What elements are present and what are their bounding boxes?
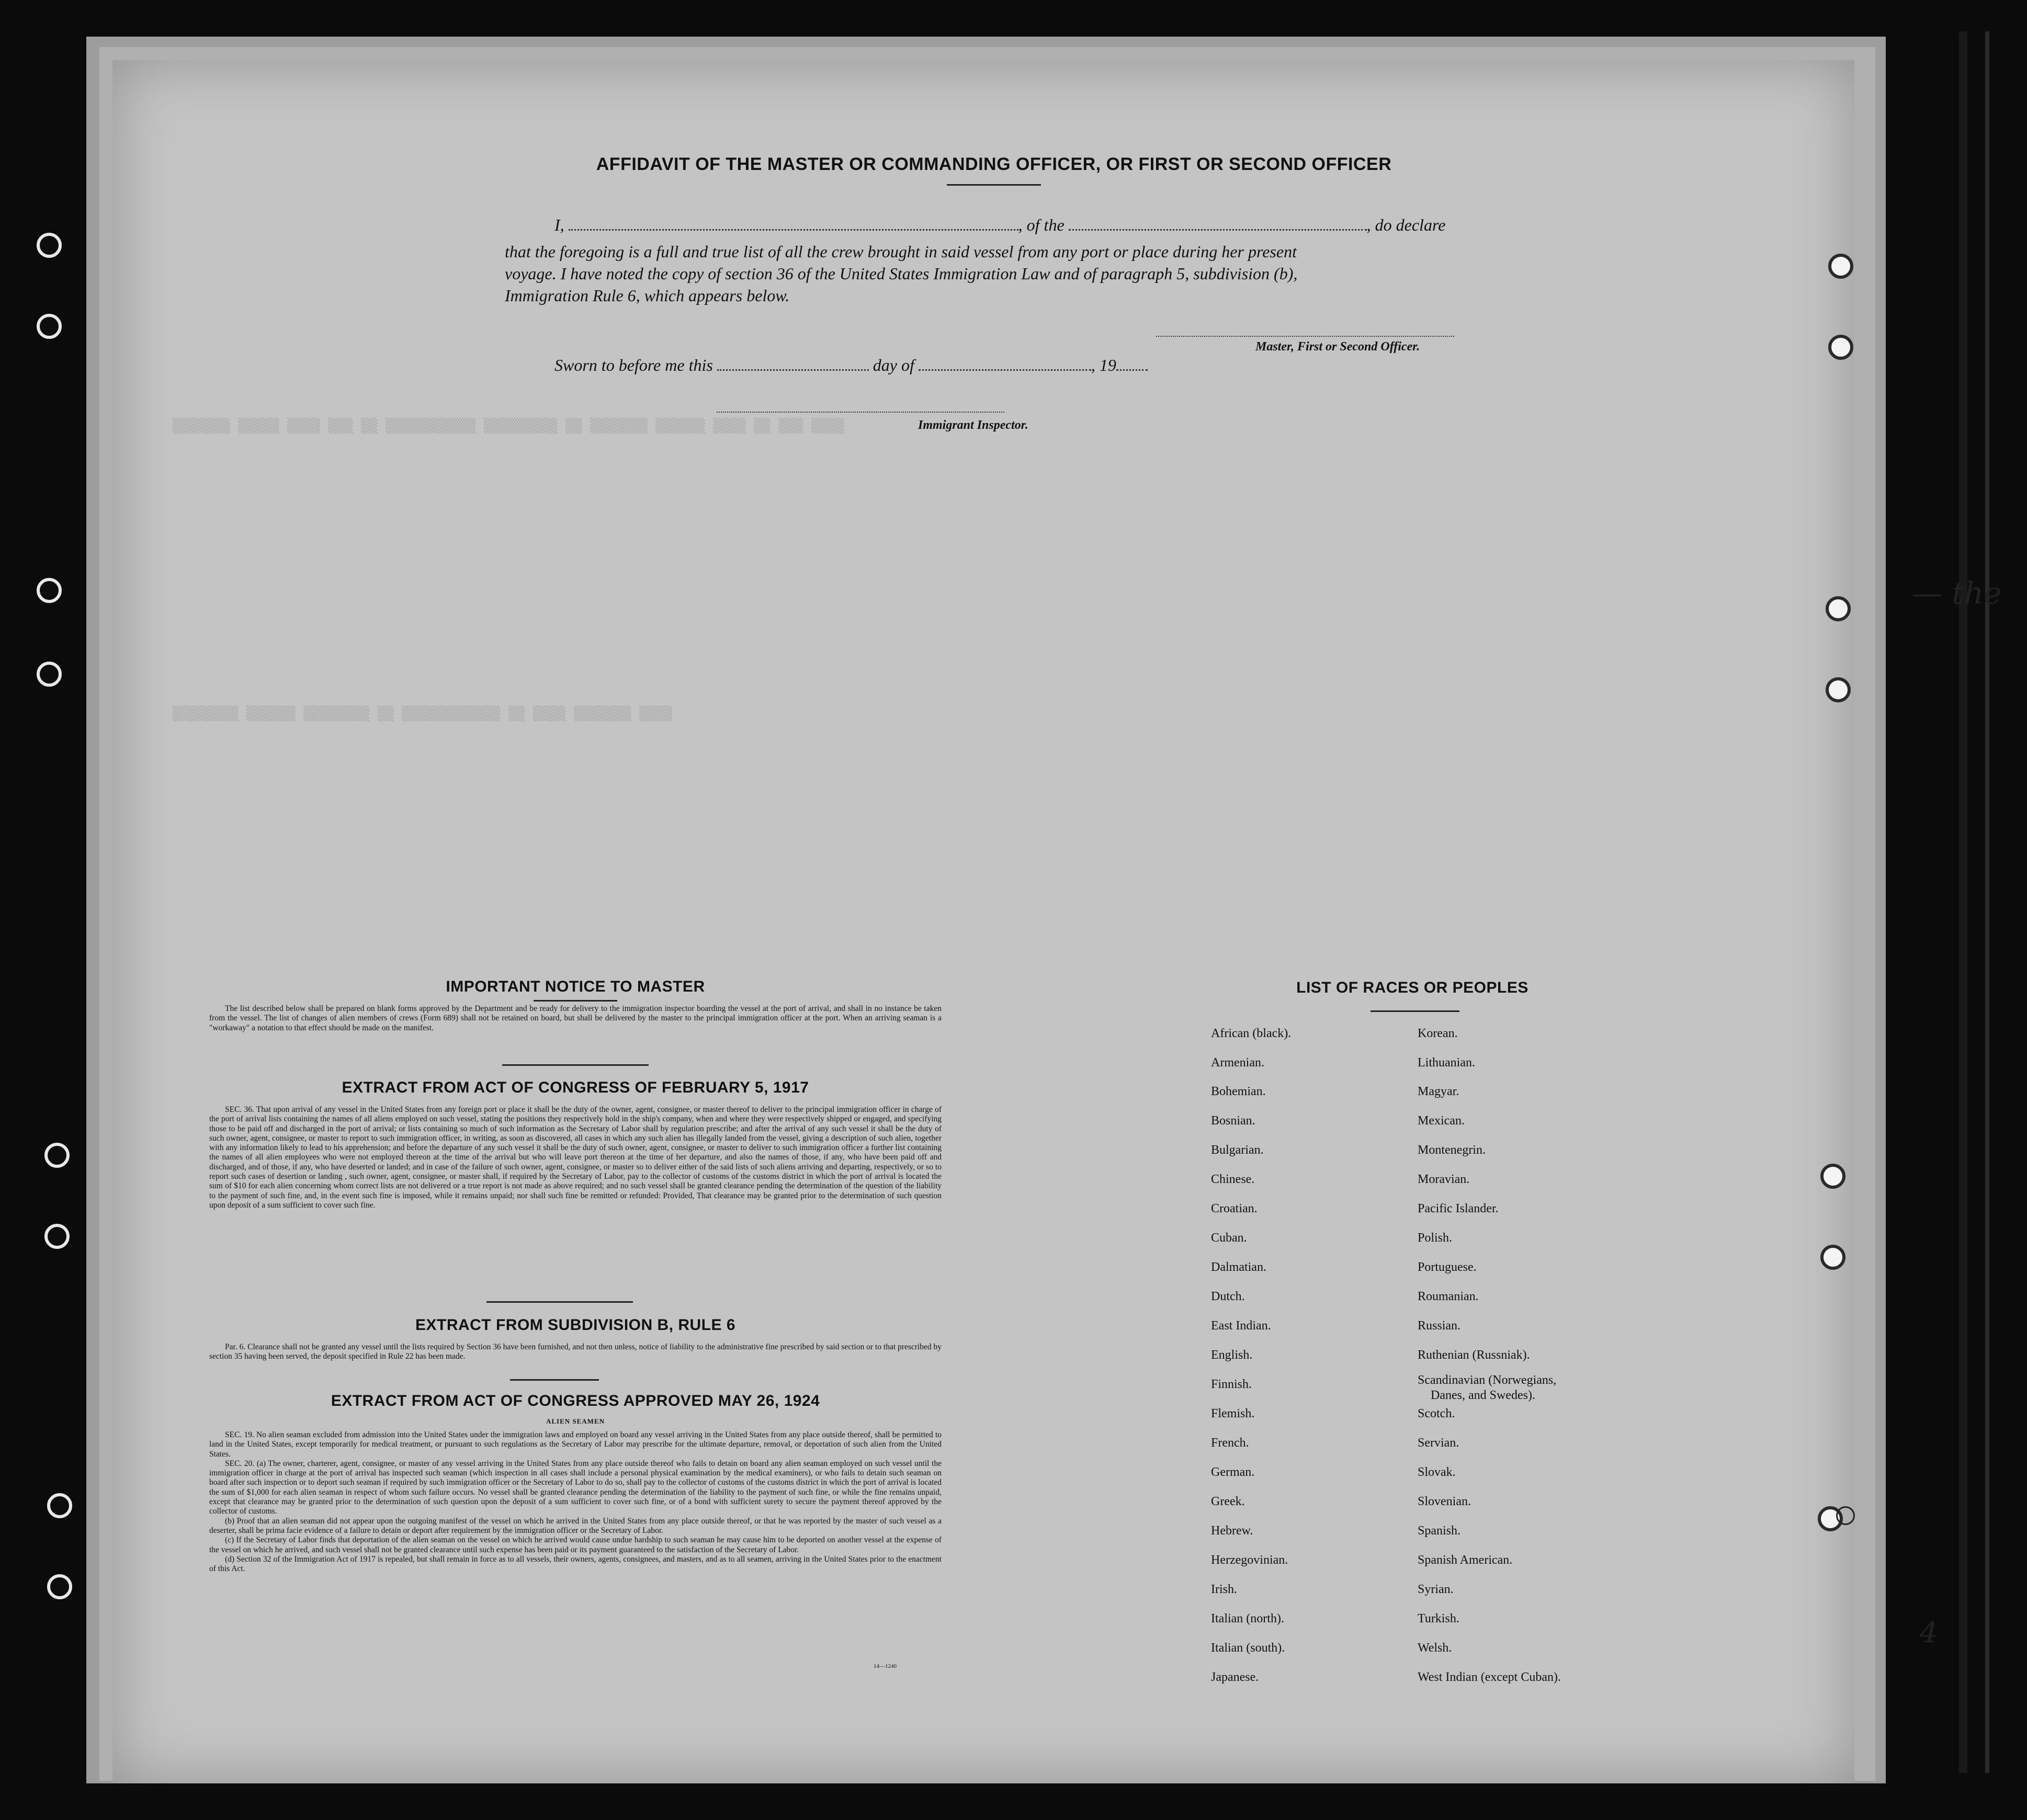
- race-item: Portuguese.: [1418, 1260, 1477, 1274]
- race-item: Greek.: [1211, 1495, 1245, 1508]
- races-rule: [1371, 1010, 1459, 1012]
- inspector-signature-line[interactable]: [717, 411, 1004, 413]
- race-item: Spanish American.: [1418, 1553, 1513, 1567]
- race-item: Slovak.: [1418, 1465, 1456, 1479]
- name-blank[interactable]: [569, 227, 1018, 231]
- punch-hole: [1828, 335, 1853, 360]
- affidavit-of: , of the: [1018, 215, 1065, 234]
- race-item: Bulgarian.: [1211, 1143, 1264, 1157]
- race-item: Italian (north).: [1211, 1612, 1284, 1625]
- rule-6-heading: EXTRACT FROM SUBDIVISION B, RULE 6: [415, 1316, 736, 1334]
- punch-hole: [44, 1143, 70, 1168]
- race-item: Croatian.: [1211, 1202, 1258, 1215]
- punch-hole: [1820, 1245, 1845, 1270]
- race-item: Irish.: [1211, 1583, 1237, 1596]
- race-item: Mexican.: [1418, 1114, 1465, 1128]
- race-item: Bosnian.: [1211, 1114, 1255, 1128]
- race-item: Scandinavian (Norwegians,: [1418, 1373, 1557, 1387]
- punch-hole: [47, 1493, 72, 1518]
- punch-hole: [1826, 677, 1851, 702]
- master-signature-line[interactable]: [1156, 335, 1454, 337]
- divider: [502, 1064, 649, 1066]
- race-item: Magyar.: [1418, 1085, 1459, 1098]
- section-20a-paragraph: SEC. 20. (a) The owner, charterer, agent, consignee, or master of any vessel arriving in the United States from any place outside thereof who fails to detain on board any alien seaman employed on such vessel until the immigration officer in charge at the port of arrival has inspected such seaman (which inspection in all cases shall include a personal physical examination by the medical examiners), or who fails to detain such seaman on board after such inspection or to deport such seaman if required by such immigration officer or the Secretary of Labor to do so, shall pay to the collector of customs of the customs district in which the port of arrival is located the sum of $1,000 for each alien seaman in respect of whom such failure occurs. No vessel shall be granted clearance pending the determination of the liability to the payment of such fine, or while the fine remains unpaid, except that clearance may be granted prior to the determination of such question upon the deposit of a sum sufficient to cover such fine, or of a bond with sufficient surety to secure the payment thereof approved by the collector of customs.: [209, 1459, 942, 1516]
- race-item: Montenegrin.: [1418, 1143, 1486, 1157]
- vessel-blank[interactable]: [1069, 227, 1367, 231]
- section-19-paragraph: SEC. 19. No alien seaman excluded from admission into the United States under the immigration laws and employed on board any vessel arriving in the United States from any place outside thereof, shall be permitted to land in the United States, except temporarily for medical treatment, or pursuant to such regulations as the Secretary of Labor may prescribe for the ultimate departure, removal, or deportation of such alien from the United States.: [209, 1430, 942, 1459]
- binding-edge-2: [1985, 31, 1989, 1773]
- section-20d-paragraph: (d) Section 32 of the Immigration Act of 1917 is repealed, but shall remain in force as to all vessels, their owners, agents, consignees, and masters, and as to all seamen, arriving in the United States prior to the enactment of this Act.: [209, 1554, 942, 1574]
- extract-1924-text: [209, 1430, 942, 1574]
- race-item: Servian.: [1418, 1436, 1459, 1450]
- race-item: East Indian.: [1211, 1319, 1271, 1333]
- race-item: Ruthenian (Russniak).: [1418, 1348, 1530, 1362]
- affidavit-line-2: that the foregoing is a full and true list of all the crew brought in said vessel from any port or place during her present: [505, 242, 1297, 261]
- punch-hole: [37, 662, 62, 687]
- bleed-through: ▒▒▒▒▒▒▒ ▒▒▒▒▒ ▒▒▒▒ ▒▒▒ ▒▒ ▒▒▒▒▒▒▒▒▒▒▒ ▒▒▒▒▒▒▒▒▒ ▒▒ ▒▒▒▒▒▒▒ ▒▒▒▒▒▒ ▒▒▒▒ ▒▒ ▒▒▒ ▒▒▒▒: [173, 418, 844, 434]
- race-item: Welsh.: [1418, 1641, 1452, 1655]
- notice-text: [209, 1004, 942, 1033]
- race-item: West Indian (except Cuban).: [1418, 1670, 1561, 1684]
- form-number: 14—1240: [874, 1663, 897, 1669]
- section-36-paragraph: SEC. 36. That upon arrival of any vessel in the United States from any foreign port or place it shall be the duty of the owner, agent, consignee, or master thereof to deliver to the principal immigration officer in charge of the port of arrival lists containing the names of all aliens employed on such vessel, stating the positions they respectively hold in the ship's company, when and where they were respectively shipped or engaged, and specifying those to be paid off and discharged in the port of arrival; or lists containing so much of such information as the Secretary of Labor shall by regulation prescribe; and after the arrival of any such vessel it shall be the duty of such owner, agent, consignee, or master to report to such immigration officer, in writing, as soon as discovered, all cases in which any such alien has illegally landed from the vessel, giving a description of such alien, together with any information likely to lead to his apprehension; and before the departure of any such vessel it shall be the duty of such owner, agent, consignee, or master to deliver to such immigration officer a further list containing the names of all alien employees who were not employed thereon at the time of the arrival but who will leave port thereon at the time of her departure, and also the names of those, if any, who have been paid off and discharged, and of those, if any, who have deserted or landed; and in case of the failure of such owner, agent, consignee, or master so to deliver either of the said lists of such aliens arriving and departing, respectively, or so to report such cases of desertion or landing , such owner, agent, consignee, or master shall, if required by the Secretary of Labor, pay to the collector of customs of the customs district in which the port of arrival is located the sum of $10 for each alien concerning whom correct lists are not delivered or a true report is not made as above required; and no such vessel shall be granted clearance pending the determination of the question of the liability to the payment of such fine, and, in the event such fine is imposed, while it remains unpaid; nor shall such fine be remitted or refunded: Provided, That clearance may be granted prior to the determination of such question upon deposit of a sum sufficient to cover such fine.: [209, 1105, 942, 1210]
- race-item: Bohemian.: [1211, 1085, 1266, 1098]
- affidavit-i: I,: [554, 215, 564, 234]
- divider: [486, 1301, 633, 1303]
- race-item: Roumanian.: [1418, 1290, 1479, 1303]
- punch-hole: [47, 1574, 72, 1599]
- extract-1917-text: [209, 1105, 942, 1210]
- punch-hole: [1828, 254, 1853, 279]
- race-item: Herzegovinian.: [1211, 1553, 1288, 1567]
- punch-hole: [44, 1224, 70, 1249]
- affidavit-line-4: Immigration Rule 6, which appears below.: [505, 286, 790, 305]
- title-rule: [947, 184, 1041, 186]
- race-item: Italian (south).: [1211, 1641, 1285, 1655]
- punch-hole: [1820, 1164, 1845, 1189]
- race-item: Moravian.: [1418, 1173, 1470, 1186]
- race-item: Flemish.: [1211, 1407, 1255, 1420]
- affidavit-declare: , do declare: [1366, 215, 1446, 234]
- extract-1917-heading: EXTRACT FROM ACT OF CONGRESS OF FEBRUARY 5, 1917: [342, 1079, 809, 1096]
- day-blank[interactable]: [717, 367, 869, 371]
- race-item: Dutch.: [1211, 1290, 1245, 1303]
- race-item: Korean.: [1418, 1027, 1458, 1040]
- section-20b-paragraph: (b) Proof that an alien seaman did not appear upon the outgoing manifest of the vessel on which he arrived in the United States from any place outside thereof, or that he was reported by the master of such vessel as a deserter, shall be prima facie evidence of a failure to detain or deport after requirement by the immigration officer or the Secretary of Labor.: [209, 1516, 942, 1535]
- race-item: Hebrew.: [1211, 1524, 1253, 1538]
- punch-hole: [1826, 596, 1851, 621]
- crosshair-mark-icon: [1836, 1506, 1855, 1525]
- race-item: African (black).: [1211, 1027, 1292, 1040]
- month-blank[interactable]: [919, 367, 1091, 371]
- sworn-statement: [554, 356, 1148, 375]
- affidavit-line-3: voyage. I have noted the copy of section 36 of the United States Immigration Law and of paragraph 5, subdivision (b),: [505, 264, 1298, 283]
- race-item: Russian.: [1418, 1319, 1461, 1333]
- punch-hole: [37, 578, 62, 603]
- race-item: Japanese.: [1211, 1670, 1259, 1684]
- sworn-text: Sworn to before me this: [554, 356, 713, 374]
- race-item: Spanish.: [1418, 1524, 1461, 1538]
- inspector-label: Immigrant Inspector.: [918, 418, 1028, 432]
- notice-heading: IMPORTANT NOTICE TO MASTER: [446, 978, 705, 995]
- section-20c-paragraph: (c) If the Secretary of Labor finds that deportation of the alien seaman on the vessel on which he arrived would cause undue hardship to such seaman he may cause him to be deported on another vessel at the expense of the vessel on which he arrived, and such vessel shall not be granted clearance until such expense has been paid or its payment guaranteed to the satisfaction of the Secretary of Labor.: [209, 1535, 942, 1554]
- races-heading: LIST OF RACES OR PEOPLES: [1296, 979, 1528, 996]
- alien-seamen-subheading: ALIEN SEAMEN: [546, 1417, 605, 1425]
- race-item-continuation: Danes, and Swedes).: [1431, 1389, 1535, 1402]
- year-text: , 19: [1091, 356, 1116, 374]
- race-item: Armenian.: [1211, 1056, 1264, 1070]
- day-of-text: day of: [873, 356, 914, 374]
- race-item: French.: [1211, 1436, 1249, 1450]
- race-item: Finnish.: [1211, 1378, 1252, 1391]
- race-item: Lithuanian.: [1418, 1056, 1475, 1070]
- divider: [510, 1379, 599, 1381]
- bleed-through: ▒▒▒▒▒▒▒▒ ▒▒▒▒▒▒ ▒▒▒▒▒▒▒▒ ▒▒ ▒▒▒▒▒▒▒▒▒▒▒▒ ▒▒ ▒▒▒▒ ▒▒▒▒▒▒▒ ▒▒▒▒: [173, 706, 672, 722]
- race-item: English.: [1211, 1348, 1253, 1362]
- race-item: Scotch.: [1418, 1407, 1455, 1420]
- notice-paragraph: The list described below shall be prepared on blank forms approved by the Department and be ready for delivery to the immigration inspector boarding the vessel at the port of arrival, and shall in no instance be taken from the vessel. The list of changes of alien members of crews (Form 689) shall not be retained on board, but shall be delivered by the master to the principal immigration officer at the port. When an arriving seaman is a "workaway" a notation to that effect should be made on the manifest.: [209, 1004, 942, 1032]
- race-item: Pacific Islander.: [1418, 1202, 1499, 1215]
- race-item: Polish.: [1418, 1231, 1453, 1245]
- affidavit-title: AFFIDAVIT OF THE MASTER OR COMMANDING OFFICER, OR FIRST OR SECOND OFFICER: [596, 154, 1392, 174]
- race-item: Cuban.: [1211, 1231, 1247, 1245]
- race-item: Syrian.: [1418, 1583, 1454, 1596]
- race-item: Dalmatian.: [1211, 1260, 1266, 1274]
- handwritten-number: 4: [1920, 1616, 1938, 1649]
- notice-rule: [534, 1000, 617, 1002]
- par-6-paragraph: Par. 6. Clearance shall not be granted any vessel until the lists required by Section 36 have been furnished, and not then unless, notice of liability to the administrative fine prescribed by said section or to that prescribed by section 35 having been served, the deposit specified in Rule 22 has been made.: [209, 1343, 942, 1361]
- race-item: German.: [1211, 1465, 1255, 1479]
- race-item: Slovenian.: [1418, 1495, 1471, 1508]
- handwritten-note: — the: [1912, 575, 2002, 611]
- race-item: Chinese.: [1211, 1173, 1255, 1186]
- punch-hole: [37, 314, 62, 339]
- master-signature-label: Master, First or Second Officer.: [1255, 340, 1420, 354]
- punch-hole: [37, 233, 62, 258]
- year-blank[interactable]: [1116, 367, 1148, 371]
- extract-1924-heading: EXTRACT FROM ACT OF CONGRESS APPROVED MAY 26, 1924: [331, 1392, 820, 1409]
- rule-6-text: [209, 1343, 942, 1362]
- race-item: Turkish.: [1418, 1612, 1459, 1625]
- affidavit-declaration: [554, 215, 1445, 235]
- binding-edge: [1959, 31, 1967, 1773]
